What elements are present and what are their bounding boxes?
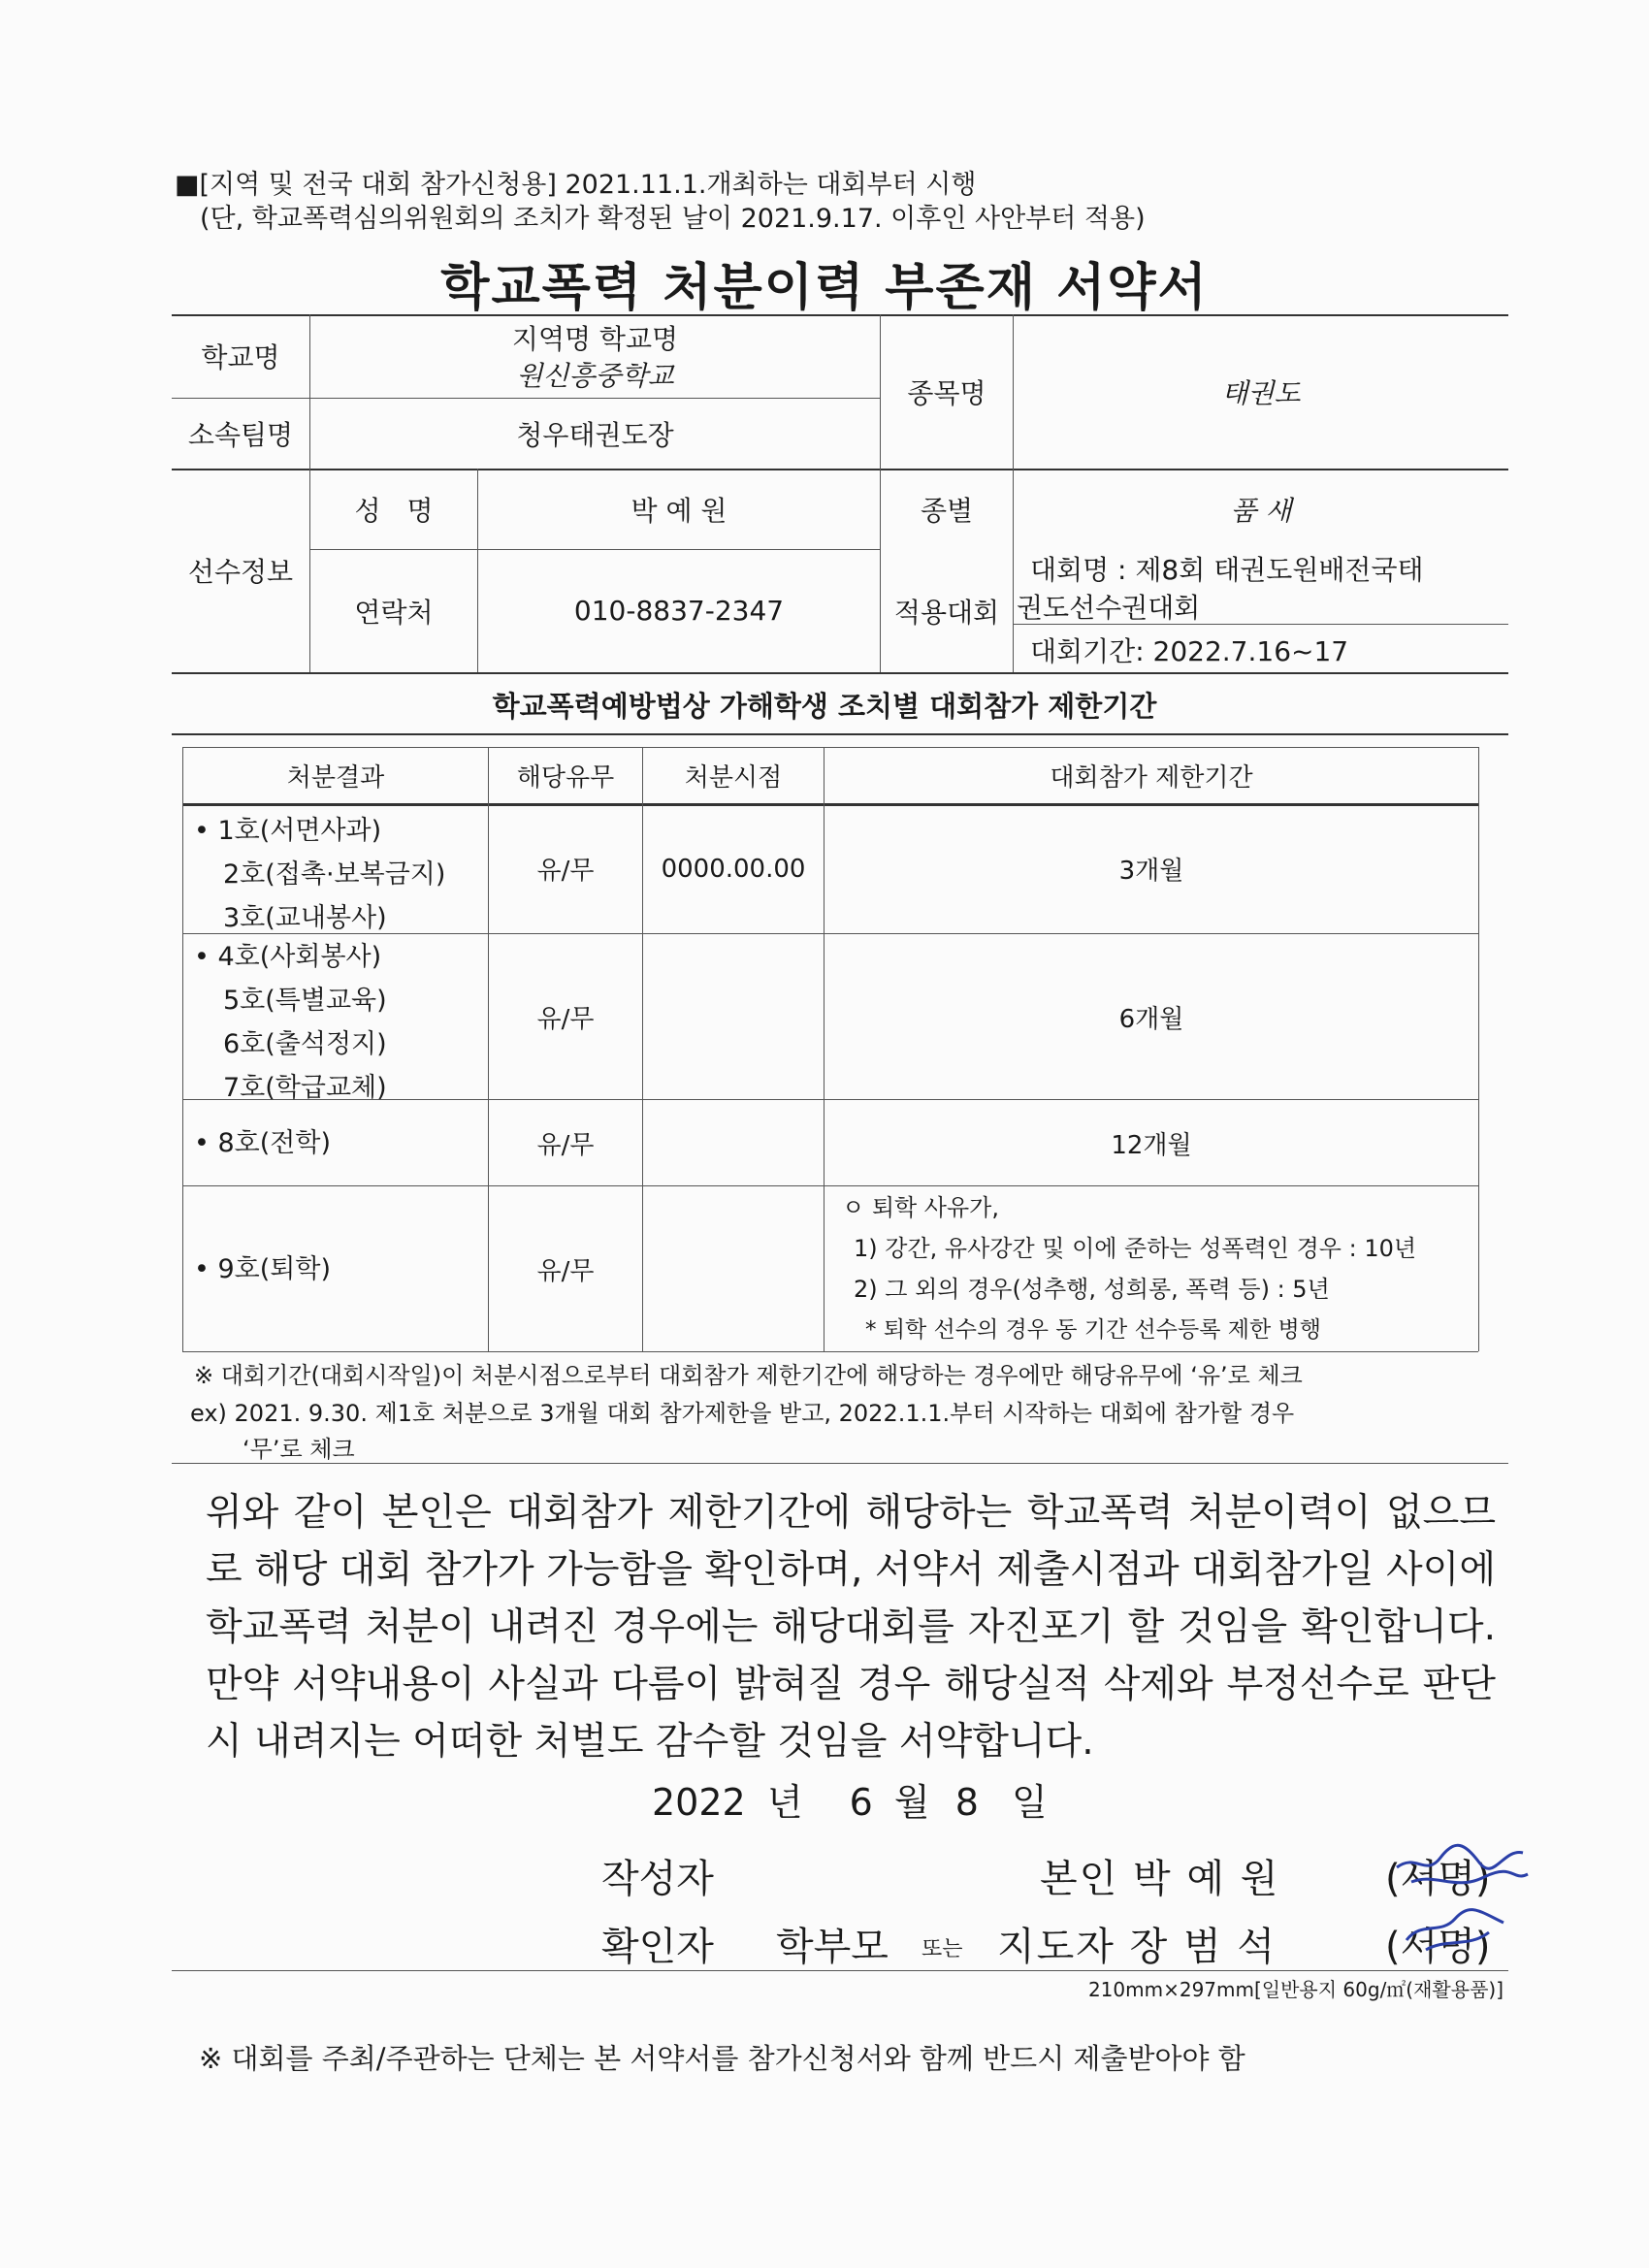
table-row-1-yn: 유/무 xyxy=(536,857,595,886)
table-row-4-items: • 9호(퇴학) xyxy=(194,1254,331,1284)
team-label: 소속팀명 xyxy=(187,418,294,451)
name-label: 성 명 xyxy=(354,494,434,527)
sport-value: 태권도 xyxy=(1221,376,1301,409)
table-row-2-items: • 4호(사회봉사) 5호(특별교육) 6호(출석정지) 7호(학급교체) xyxy=(194,942,387,1103)
writer-seal: (서명) xyxy=(1385,1857,1491,1901)
date-month: 6 xyxy=(849,1781,873,1824)
table-row-4-period: ㅇ 퇴학 사유가, 1) 강간, 유사강간 및 이에 준하는 성폭력인 경우 : 10년 2) 그 외의 경우(성추행, 성희롱, 폭력 등) : 5년 * 퇴학 선수의 경우 동 기간 선수등록 제한 병행 xyxy=(842,1194,1417,1343)
event-value: 품 새 xyxy=(1230,494,1292,527)
table-row-4-yn: 유/무 xyxy=(536,1256,595,1286)
document-title: 학교폭력 처분이력 부존재 서약서 xyxy=(440,259,1209,317)
paper-spec: 210mm×297mm[일반용지 60g/㎡(재활용품)] xyxy=(1087,1978,1504,2001)
confirmer-coach: 지도자 장 범 석 xyxy=(997,1925,1277,1969)
date-year: 2022 xyxy=(652,1781,746,1824)
competition-name-2: 권도선수권대회 xyxy=(1017,592,1201,624)
restriction-subtitle: 학교폭력예방법상 가해학생 조치별 대회참가 제한기간 xyxy=(492,690,1157,723)
table-row-1-period: 3개월 xyxy=(1118,857,1184,886)
col-header-period: 대회참가 제한기간 xyxy=(1050,763,1253,793)
date-day: 8 xyxy=(954,1781,979,1824)
header-line-1: ■[지역 및 전국 대회 참가신청용] 2021.11.1.개최하는 대회부터 시행 xyxy=(175,170,977,200)
name-value: 박 예 원 xyxy=(630,494,728,527)
confirmer-parent: 학부모 xyxy=(776,1925,889,1969)
school-hint: 지역명 학교명 xyxy=(511,323,679,355)
table-row-2-yn: 유/무 xyxy=(536,1004,595,1034)
contact-label: 연락처 xyxy=(354,596,434,629)
table-row-3-period: 12개월 xyxy=(1111,1130,1192,1160)
header-line-2: (단, 학교폭력심의위원회의 조치가 확정된 날이 2021.9.17. 이후인 사안부터 적용) xyxy=(200,204,1146,234)
date-line: 2022 년 6 월 8 일 xyxy=(652,1781,1048,1824)
footer-note: ※ 대회를 주최/주관하는 단체는 본 서약서를 참가신청서와 함께 반드시 제출받아야 함 xyxy=(199,2042,1245,2075)
contact-value: 010-8837-2347 xyxy=(573,595,785,627)
school-label: 학교명 xyxy=(201,341,280,373)
table-row-3-yn: 유/무 xyxy=(536,1130,595,1160)
confirmer-or: 또는 xyxy=(922,1937,963,1961)
note-3: ‘무’로 체크 xyxy=(242,1436,355,1463)
table-row-2-period: 6개월 xyxy=(1118,1004,1184,1034)
handwritten-signature-icon xyxy=(1387,1824,1533,1960)
sport-label: 종목명 xyxy=(907,376,986,409)
school-value: 원신흥중학교 xyxy=(516,360,674,392)
competition-period: 대회기간: 2022.7.16~17 xyxy=(1030,635,1349,667)
col-header-applicable: 해당유무 xyxy=(516,763,615,793)
writer-value: 본인 박 예 원 xyxy=(1040,1857,1280,1901)
table-row-3-items: • 8호(전학) xyxy=(194,1128,331,1158)
col-header-date: 처분시점 xyxy=(684,763,783,793)
note-2: ex) 2021. 9.30. 제1호 처분으로 3개월 대회 참가제한을 받고, 2022.1.1.부터 시작하는 대회에 참가할 경우 xyxy=(190,1400,1295,1427)
note-1: ※ 대회기간(대회시작일)이 처분시점으로부터 대회참가 제한기간에 해당하는 경우에만 해당유무에 ‘유’로 체크 xyxy=(194,1362,1303,1389)
confirmer-label: 확인자 xyxy=(601,1925,714,1969)
team-value: 청우태권도장 xyxy=(516,418,674,451)
col-header-result: 처분결과 xyxy=(286,763,385,793)
competition-label: 적용대회 xyxy=(893,596,1000,629)
competition-name-1: 대회명 : 제8회 태권도원배전국태 xyxy=(1030,554,1424,586)
pledge-text: 위와 같이 본인은 대회참가 제한기간에 해당하는 학교폭력 처분이력이 없으므로 해당 대회 참가가 가능함을 확인하며, 서약서 제출시점과 대회참가일 사이에 학교폭력 처분이 내려진 경우에는 해당대회를 자진포기 할 것임을 확인합니다. 만약 서약내용이 사실과 다름이 밝혀질 경우 해당실적 삭제와 부정선수로 판단 시 내려지는 어떠한 처벌도 감수할 것임을 서약합니다. xyxy=(206,1491,1496,1764)
event-label: 종별 xyxy=(920,494,974,527)
confirmer-seal: (서명) xyxy=(1385,1925,1491,1969)
table-row-3-date xyxy=(643,1100,824,1185)
writer-label: 작성자 xyxy=(601,1857,714,1901)
player-info-label: 선수정보 xyxy=(187,556,294,588)
table-row-1-items: • 1호(서면사과) 2호(접촉·보복금지) 3호(교내봉사) xyxy=(194,816,446,933)
table-row-4-date xyxy=(643,1186,824,1351)
table-row-2-date xyxy=(643,934,824,1099)
table-row-1-date: 0000.00.00 xyxy=(661,854,806,884)
